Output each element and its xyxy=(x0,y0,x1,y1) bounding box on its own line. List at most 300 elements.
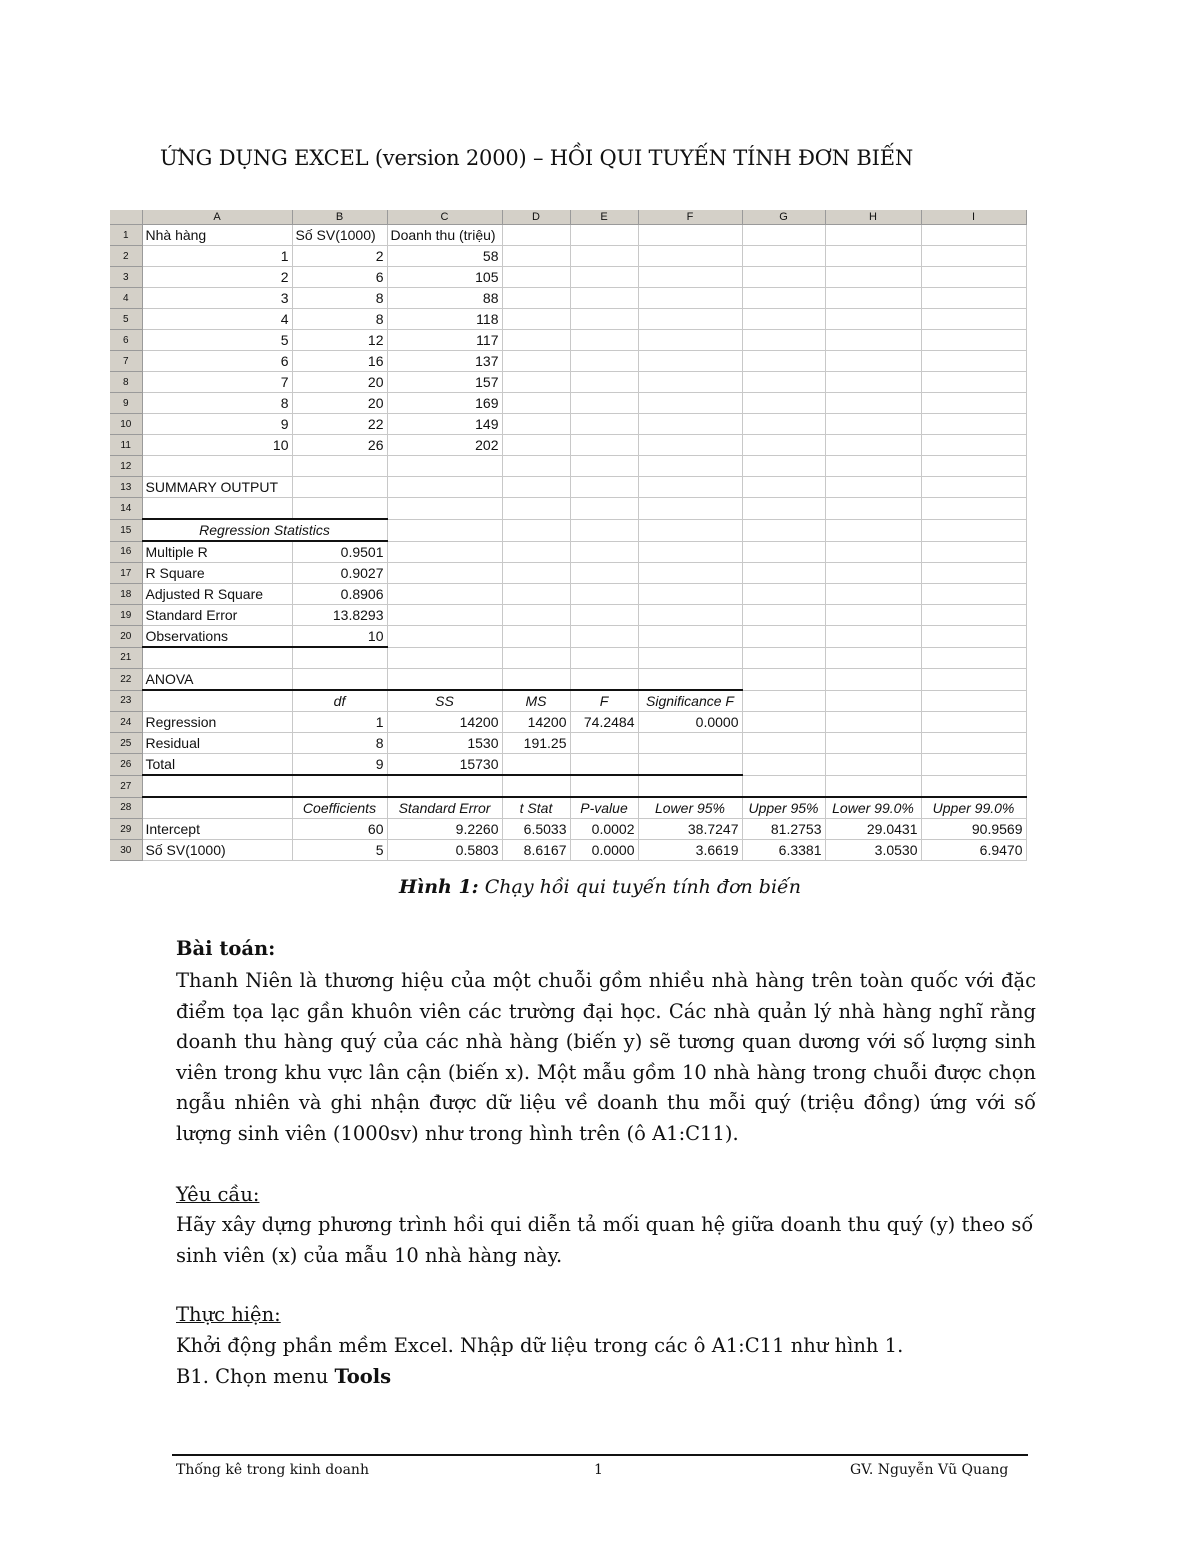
data-cell-a: 9 xyxy=(142,414,292,435)
empty-cell xyxy=(825,246,921,267)
empty-cell xyxy=(638,246,742,267)
data-row xyxy=(110,330,1026,351)
column-header-i: I xyxy=(921,210,1026,225)
coef-header-coef: Coefficients xyxy=(292,797,387,819)
anova-ms: 14200 xyxy=(502,712,570,733)
empty-cell xyxy=(825,351,921,372)
data-cell-b: 22 xyxy=(292,414,387,435)
coef-u95: 6.3381 xyxy=(742,840,825,861)
stat-label: Standard Error xyxy=(142,605,292,626)
coef-u99: 6.9470 xyxy=(921,840,1026,861)
anova-header-significance: Significance F xyxy=(638,690,742,712)
anova-label: Total xyxy=(142,754,292,776)
step-1-prefix: B1. Chọn menu xyxy=(176,1365,335,1388)
empty-cell xyxy=(638,647,742,669)
empty-cell xyxy=(142,690,292,712)
empty-cell xyxy=(825,225,921,246)
anova-label: Regression xyxy=(142,712,292,733)
problem-heading: Bài toán: xyxy=(176,937,276,960)
empty-cell xyxy=(502,584,570,605)
anova-significance: 0.0000 xyxy=(638,712,742,733)
empty-cell xyxy=(921,330,1026,351)
row-number: 12 xyxy=(110,456,142,477)
spreadsheet-figure xyxy=(110,210,1027,861)
coef-se: 0.5803 xyxy=(387,840,502,861)
anova-significance xyxy=(638,754,742,776)
row-number: 4 xyxy=(110,288,142,309)
column-header-row xyxy=(110,210,1026,225)
data-cell-c: 157 xyxy=(387,372,502,393)
data-cell-b: 12 xyxy=(292,330,387,351)
anova-ss: 15730 xyxy=(387,754,502,776)
empty-cell xyxy=(742,647,825,669)
regression-statistics-title: Regression Statistics xyxy=(142,519,387,541)
empty-cell xyxy=(502,414,570,435)
anova-label: Residual xyxy=(142,733,292,754)
coef-label: Intercept xyxy=(142,819,292,840)
empty-cell xyxy=(570,456,638,477)
row-number: 6 xyxy=(110,330,142,351)
data-row xyxy=(110,267,1026,288)
empty-cell xyxy=(825,626,921,648)
coef-l99: 3.0530 xyxy=(825,840,921,861)
empty-cell xyxy=(570,309,638,330)
data-cell-c: 88 xyxy=(387,288,502,309)
sheet-row xyxy=(110,647,1026,669)
empty-cell xyxy=(638,669,742,691)
regression-stat-row xyxy=(110,541,1026,563)
caption-text: Chạy hồi qui tuyến tính đơn biến xyxy=(478,876,801,898)
data-cell-c: 169 xyxy=(387,393,502,414)
empty-cell xyxy=(570,541,638,563)
coefficient-row xyxy=(110,840,1026,861)
empty-cell xyxy=(921,435,1026,456)
data-cell-a: 2 xyxy=(142,267,292,288)
anova-f xyxy=(570,754,638,776)
empty-cell xyxy=(502,246,570,267)
row-number: 11 xyxy=(110,435,142,456)
empty-cell xyxy=(921,712,1026,733)
sheet-row xyxy=(110,519,1026,541)
empty-cell xyxy=(387,477,502,498)
anova-df: 9 xyxy=(292,754,387,776)
empty-cell xyxy=(638,309,742,330)
empty-cell xyxy=(825,372,921,393)
stat-label: Adjusted R Square xyxy=(142,584,292,605)
footer-author: GV. Nguyễn Vũ Quang xyxy=(850,1462,1009,1478)
coef-header-u99: Upper 99.0% xyxy=(921,797,1026,819)
empty-cell xyxy=(825,754,921,776)
empty-cell xyxy=(921,372,1026,393)
empty-cell xyxy=(921,626,1026,648)
anova-row xyxy=(110,733,1026,754)
empty-cell xyxy=(142,456,292,477)
empty-cell xyxy=(742,626,825,648)
coefficient-row xyxy=(110,819,1026,840)
data-cell-b: 2 xyxy=(292,246,387,267)
empty-cell xyxy=(502,309,570,330)
empty-cell xyxy=(825,775,921,797)
anova-header-df: df xyxy=(292,690,387,712)
empty-cell xyxy=(570,330,638,351)
empty-cell xyxy=(825,414,921,435)
empty-cell xyxy=(142,797,292,819)
empty-cell xyxy=(742,498,825,520)
implementation-step-1 xyxy=(176,1362,1036,1393)
row-number: 7 xyxy=(110,351,142,372)
empty-cell xyxy=(825,435,921,456)
data-row xyxy=(110,393,1026,414)
empty-cell xyxy=(387,775,502,797)
anova-header-ms: MS xyxy=(502,690,570,712)
empty-cell xyxy=(570,626,638,648)
header-nha-hang: Nhà hàng xyxy=(142,225,292,246)
empty-cell xyxy=(142,775,292,797)
column-header-b: B xyxy=(292,210,387,225)
sheet-row xyxy=(110,498,1026,520)
coef-p: 0.0002 xyxy=(570,819,638,840)
anova-df: 1 xyxy=(292,712,387,733)
column-header-d: D xyxy=(502,210,570,225)
empty-cell xyxy=(921,351,1026,372)
coef-l95: 38.7247 xyxy=(638,819,742,840)
footer-course: Thống kê trong kinh doanh xyxy=(176,1462,369,1478)
empty-cell xyxy=(570,519,638,541)
empty-cell xyxy=(570,647,638,669)
footer-page-number: 1 xyxy=(594,1462,603,1478)
row-number: 9 xyxy=(110,393,142,414)
empty-cell xyxy=(292,498,387,520)
empty-cell xyxy=(638,456,742,477)
column-header-e: E xyxy=(570,210,638,225)
regression-stat-row xyxy=(110,584,1026,605)
row-number: 21 xyxy=(110,647,142,669)
step-1-menu-name: Tools xyxy=(334,1365,392,1388)
data-row xyxy=(110,309,1026,330)
anova-df: 8 xyxy=(292,733,387,754)
row-number: 2 xyxy=(110,246,142,267)
requirement-text: Hãy xây dựng phương trình hồi qui diễn tả mối quan hệ giữa doanh thu quý (y) theo số sinh viên (x) của mẫu 10 nhà hàng này. xyxy=(176,1213,1034,1267)
implementation-step-0: Khởi động phần mềm Excel. Nhập dữ liệu trong các ô A1:C11 như hình 1. xyxy=(176,1334,904,1357)
empty-cell xyxy=(742,414,825,435)
coef-header-l99: Lower 99.0% xyxy=(825,797,921,819)
anova-ms: 191.25 xyxy=(502,733,570,754)
stat-label: Multiple R xyxy=(142,541,292,563)
row-number: 30 xyxy=(110,840,142,861)
data-cell-a: 8 xyxy=(142,393,292,414)
row-number: 26 xyxy=(110,754,142,776)
row-number: 15 xyxy=(110,519,142,541)
empty-cell xyxy=(502,267,570,288)
empty-cell xyxy=(742,435,825,456)
empty-cell xyxy=(292,456,387,477)
empty-cell xyxy=(502,498,570,520)
empty-cell xyxy=(570,669,638,691)
empty-cell xyxy=(921,456,1026,477)
data-cell-b: 16 xyxy=(292,351,387,372)
empty-cell xyxy=(825,477,921,498)
coef-coef: 60 xyxy=(292,819,387,840)
empty-cell xyxy=(570,288,638,309)
empty-cell xyxy=(387,541,502,563)
empty-cell xyxy=(742,246,825,267)
row-number: 23 xyxy=(110,690,142,712)
empty-cell xyxy=(742,309,825,330)
stat-value: 13.8293 xyxy=(292,605,387,626)
empty-cell xyxy=(502,605,570,626)
column-header-f: F xyxy=(638,210,742,225)
data-cell-a: 6 xyxy=(142,351,292,372)
empty-cell xyxy=(502,435,570,456)
empty-cell xyxy=(502,330,570,351)
implementation-heading: Thực hiện: xyxy=(176,1303,281,1326)
data-cell-c: 105 xyxy=(387,267,502,288)
figure-caption xyxy=(110,876,1090,898)
data-cell-a: 10 xyxy=(142,435,292,456)
empty-cell xyxy=(921,267,1026,288)
row-number: 3 xyxy=(110,267,142,288)
empty-cell xyxy=(387,498,502,520)
empty-cell xyxy=(825,712,921,733)
empty-cell xyxy=(292,775,387,797)
empty-cell xyxy=(921,647,1026,669)
empty-cell xyxy=(742,712,825,733)
empty-cell xyxy=(292,477,387,498)
empty-cell xyxy=(742,372,825,393)
empty-cell xyxy=(502,563,570,584)
empty-cell xyxy=(742,456,825,477)
regression-stat-row xyxy=(110,626,1026,648)
anova-ss: 1530 xyxy=(387,733,502,754)
stat-value: 0.9027 xyxy=(292,563,387,584)
empty-cell xyxy=(921,563,1026,584)
row-number: 18 xyxy=(110,584,142,605)
empty-cell xyxy=(921,414,1026,435)
empty-cell xyxy=(921,605,1026,626)
data-row xyxy=(110,246,1026,267)
empty-cell xyxy=(921,519,1026,541)
empty-cell xyxy=(502,225,570,246)
data-cell-b: 20 xyxy=(292,372,387,393)
anova-header-f: F xyxy=(570,690,638,712)
sheet-row xyxy=(110,690,1026,712)
empty-cell xyxy=(742,330,825,351)
data-cell-a: 4 xyxy=(142,309,292,330)
row-number: 24 xyxy=(110,712,142,733)
empty-cell xyxy=(921,498,1026,520)
column-header-a: A xyxy=(142,210,292,225)
coef-label: Số SV(1000) xyxy=(142,840,292,861)
empty-cell xyxy=(825,519,921,541)
empty-cell xyxy=(921,225,1026,246)
data-cell-b: 26 xyxy=(292,435,387,456)
coef-t: 6.5033 xyxy=(502,819,570,840)
empty-cell xyxy=(742,541,825,563)
stat-value: 0.8906 xyxy=(292,584,387,605)
empty-cell xyxy=(570,246,638,267)
coef-t: 8.6167 xyxy=(502,840,570,861)
coef-p: 0.0000 xyxy=(570,840,638,861)
empty-cell xyxy=(742,584,825,605)
empty-cell xyxy=(502,626,570,648)
stat-label: Observations xyxy=(142,626,292,648)
anova-ss: 14200 xyxy=(387,712,502,733)
data-cell-c: 202 xyxy=(387,435,502,456)
sheet-row xyxy=(110,775,1026,797)
empty-cell xyxy=(570,225,638,246)
anova-significance xyxy=(638,733,742,754)
empty-cell xyxy=(570,563,638,584)
empty-cell xyxy=(570,498,638,520)
empty-cell xyxy=(638,414,742,435)
empty-cell xyxy=(292,647,387,669)
empty-cell xyxy=(921,584,1026,605)
empty-cell xyxy=(825,690,921,712)
empty-cell xyxy=(825,647,921,669)
empty-cell xyxy=(742,563,825,584)
select-all-corner xyxy=(110,210,142,225)
empty-cell xyxy=(502,519,570,541)
empty-cell xyxy=(825,541,921,563)
empty-cell xyxy=(387,563,502,584)
empty-cell xyxy=(638,519,742,541)
data-row xyxy=(110,414,1026,435)
empty-cell xyxy=(742,519,825,541)
data-cell-b: 20 xyxy=(292,393,387,414)
empty-cell xyxy=(387,626,502,648)
coef-u95: 81.2753 xyxy=(742,819,825,840)
data-cell-c: 117 xyxy=(387,330,502,351)
row-number: 22 xyxy=(110,669,142,691)
empty-cell xyxy=(638,351,742,372)
coef-header-t: t Stat xyxy=(502,797,570,819)
empty-cell xyxy=(570,393,638,414)
header-so-sv: Số SV(1000) xyxy=(292,225,387,246)
empty-cell xyxy=(638,498,742,520)
empty-cell xyxy=(387,584,502,605)
empty-cell xyxy=(825,267,921,288)
sheet-row xyxy=(110,669,1026,691)
empty-cell xyxy=(502,541,570,563)
data-cell-a: 3 xyxy=(142,288,292,309)
empty-cell xyxy=(570,435,638,456)
anova-ms xyxy=(502,754,570,776)
data-cell-a: 7 xyxy=(142,372,292,393)
column-header-h: H xyxy=(825,210,921,225)
empty-cell xyxy=(825,584,921,605)
empty-cell xyxy=(742,393,825,414)
data-row xyxy=(110,288,1026,309)
row-number: 25 xyxy=(110,733,142,754)
empty-cell xyxy=(921,477,1026,498)
empty-cell xyxy=(921,754,1026,776)
empty-cell xyxy=(742,288,825,309)
empty-cell xyxy=(742,754,825,776)
empty-cell xyxy=(825,498,921,520)
data-row xyxy=(110,372,1026,393)
row-number: 29 xyxy=(110,819,142,840)
empty-cell xyxy=(638,225,742,246)
anova-title: ANOVA xyxy=(142,669,292,691)
coef-l99: 29.0431 xyxy=(825,819,921,840)
empty-cell xyxy=(570,414,638,435)
empty-cell xyxy=(502,669,570,691)
anova-header-ss: SS xyxy=(387,690,502,712)
coef-u99: 90.9569 xyxy=(921,819,1026,840)
empty-cell xyxy=(638,372,742,393)
data-cell-c: 137 xyxy=(387,351,502,372)
empty-cell xyxy=(921,669,1026,691)
regression-stat-row xyxy=(110,563,1026,584)
empty-cell xyxy=(638,267,742,288)
row-number: 19 xyxy=(110,605,142,626)
anova-f xyxy=(570,733,638,754)
empty-cell xyxy=(921,246,1026,267)
empty-cell xyxy=(638,541,742,563)
regression-stat-row xyxy=(110,605,1026,626)
empty-cell xyxy=(502,393,570,414)
empty-cell xyxy=(825,393,921,414)
requirement-heading: Yêu cầu: xyxy=(176,1183,260,1206)
empty-cell xyxy=(638,435,742,456)
coef-header-l95: Lower 95% xyxy=(638,797,742,819)
empty-cell xyxy=(570,775,638,797)
row-number: 5 xyxy=(110,309,142,330)
data-cell-c: 118 xyxy=(387,309,502,330)
empty-cell xyxy=(742,351,825,372)
empty-cell xyxy=(387,605,502,626)
empty-cell xyxy=(742,477,825,498)
empty-cell xyxy=(921,733,1026,754)
data-row xyxy=(110,351,1026,372)
empty-cell xyxy=(570,267,638,288)
empty-cell xyxy=(570,351,638,372)
empty-cell xyxy=(742,733,825,754)
coef-l95: 3.6619 xyxy=(638,840,742,861)
empty-cell xyxy=(825,605,921,626)
empty-cell xyxy=(502,775,570,797)
anova-f: 74.2484 xyxy=(570,712,638,733)
column-header-c: C xyxy=(387,210,502,225)
empty-cell xyxy=(570,477,638,498)
empty-cell xyxy=(142,647,292,669)
empty-cell xyxy=(502,372,570,393)
empty-cell xyxy=(638,288,742,309)
row-number: 10 xyxy=(110,414,142,435)
empty-cell xyxy=(825,456,921,477)
empty-cell xyxy=(502,456,570,477)
empty-cell xyxy=(292,669,387,691)
sheet-row xyxy=(110,477,1026,498)
empty-cell xyxy=(570,372,638,393)
stat-value: 0.9501 xyxy=(292,541,387,563)
coef-se: 9.2260 xyxy=(387,819,502,840)
column-header-g: G xyxy=(742,210,825,225)
coef-header-se: Standard Error xyxy=(387,797,502,819)
empty-cell xyxy=(742,605,825,626)
header-doanh-thu: Doanh thu (triệu) xyxy=(387,225,502,246)
row-number: 1 xyxy=(110,225,142,246)
row-number: 8 xyxy=(110,372,142,393)
row-number: 16 xyxy=(110,541,142,563)
empty-cell xyxy=(742,775,825,797)
empty-cell xyxy=(142,498,292,520)
data-cell-a: 5 xyxy=(142,330,292,351)
empty-cell xyxy=(921,690,1026,712)
empty-cell xyxy=(742,669,825,691)
empty-cell xyxy=(502,288,570,309)
empty-cell xyxy=(825,288,921,309)
